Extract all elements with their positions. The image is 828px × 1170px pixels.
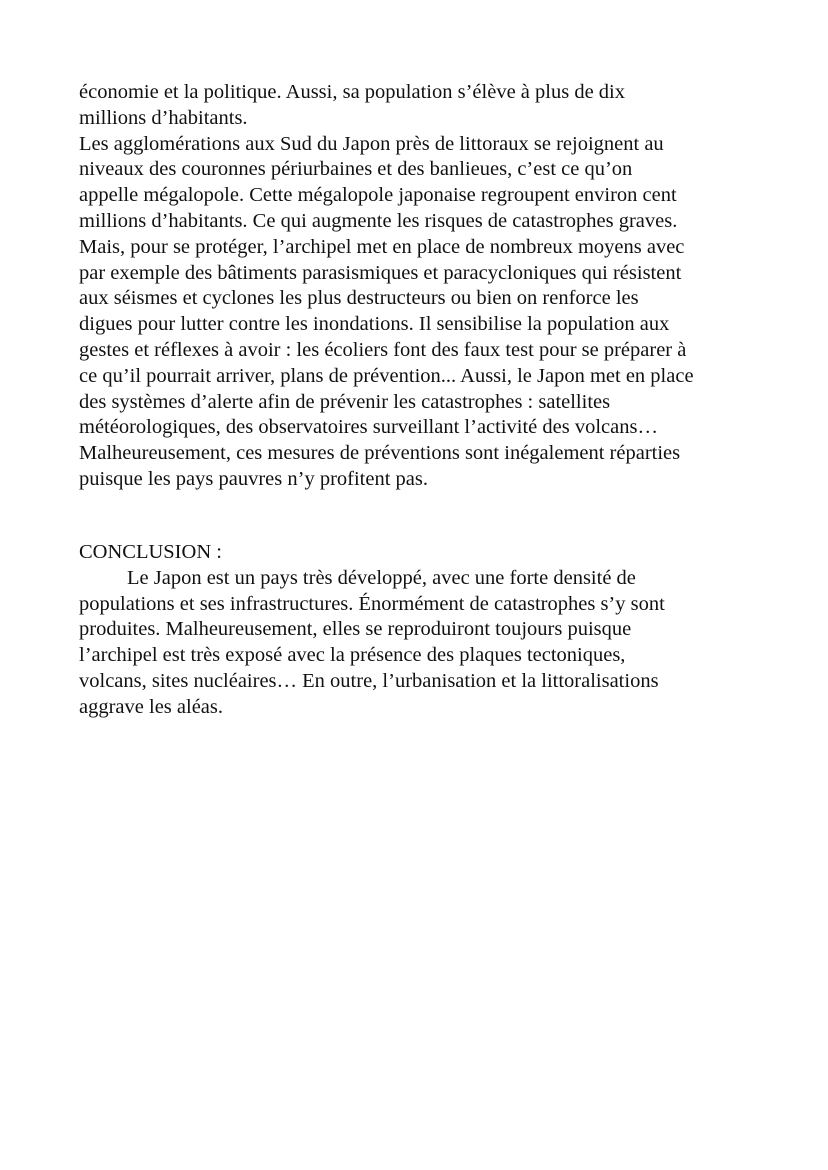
conclusion-line: produites. Malheureusement, elles se reproduiront toujours puisque bbox=[79, 618, 632, 641]
body-line: aux séismes et cyclones les plus destructeurs ou bien on renforce les bbox=[79, 287, 639, 310]
body-line: millions d’habitants. Ce qui augmente les risques de catastrophes graves. bbox=[79, 209, 678, 232]
body-line: niveaux des couronnes périurbaines et des banlieues, c’est ce qu’on bbox=[79, 158, 633, 181]
body-line: des systèmes d’alerte afin de prévenir les catastrophes : satellites bbox=[79, 390, 611, 413]
body-line: appelle mégalopole. Cette mégalopole japonaise regroupent environ cent bbox=[79, 184, 677, 207]
body-line: ce qu’il pourrait arriver, plans de prévention... Aussi, le Japon met en place bbox=[79, 364, 694, 387]
conclusion-line: populations et ses infrastructures. Énormément de catastrophes s’y sont bbox=[79, 592, 665, 615]
body-line: digues pour lutter contre les inondations. Il sensibilise la population aux bbox=[79, 313, 670, 336]
conclusion-line: aggrave les aléas. bbox=[79, 695, 223, 718]
body-line: puisque les pays pauvres n’y profitent pas. bbox=[79, 467, 428, 490]
body-line: économie et la politique. Aussi, sa population s’élève à plus de dix bbox=[79, 81, 625, 103]
conclusion-heading: CONCLUSION : bbox=[79, 541, 222, 563]
conclusion-line: volcans, sites nucléaires… En outre, l’urbanisation et la littoralisations bbox=[79, 669, 659, 692]
body-line: météorologiques, des observatoires surveillant l’activité des volcans… bbox=[79, 416, 658, 439]
body-paragraphs bbox=[79, 80, 759, 493]
body-line: Mais, pour se protéger, l’archipel met en place de nombreux moyens avec bbox=[79, 235, 685, 258]
conclusion-line: Le Japon est un pays très développé, avec une forte densité de bbox=[127, 566, 636, 589]
conclusion-section bbox=[79, 540, 759, 721]
body-line: par exemple des bâtiments parasismiques et paracycloniques qui résistent bbox=[79, 261, 682, 284]
conclusion-line: l’archipel est très exposé avec la présence des plaques tectoniques, bbox=[79, 644, 626, 667]
body-line: Malheureusement, ces mesures de préventions sont inégalement réparties bbox=[79, 442, 681, 465]
body-line: Les agglomérations aux Sud du Japon près de littoraux se rejoignent au bbox=[79, 132, 664, 155]
body-line: gestes et réflexes à avoir : les écoliers font des faux test pour se préparer à bbox=[79, 338, 687, 361]
body-line: millions d’habitants. bbox=[79, 106, 248, 129]
